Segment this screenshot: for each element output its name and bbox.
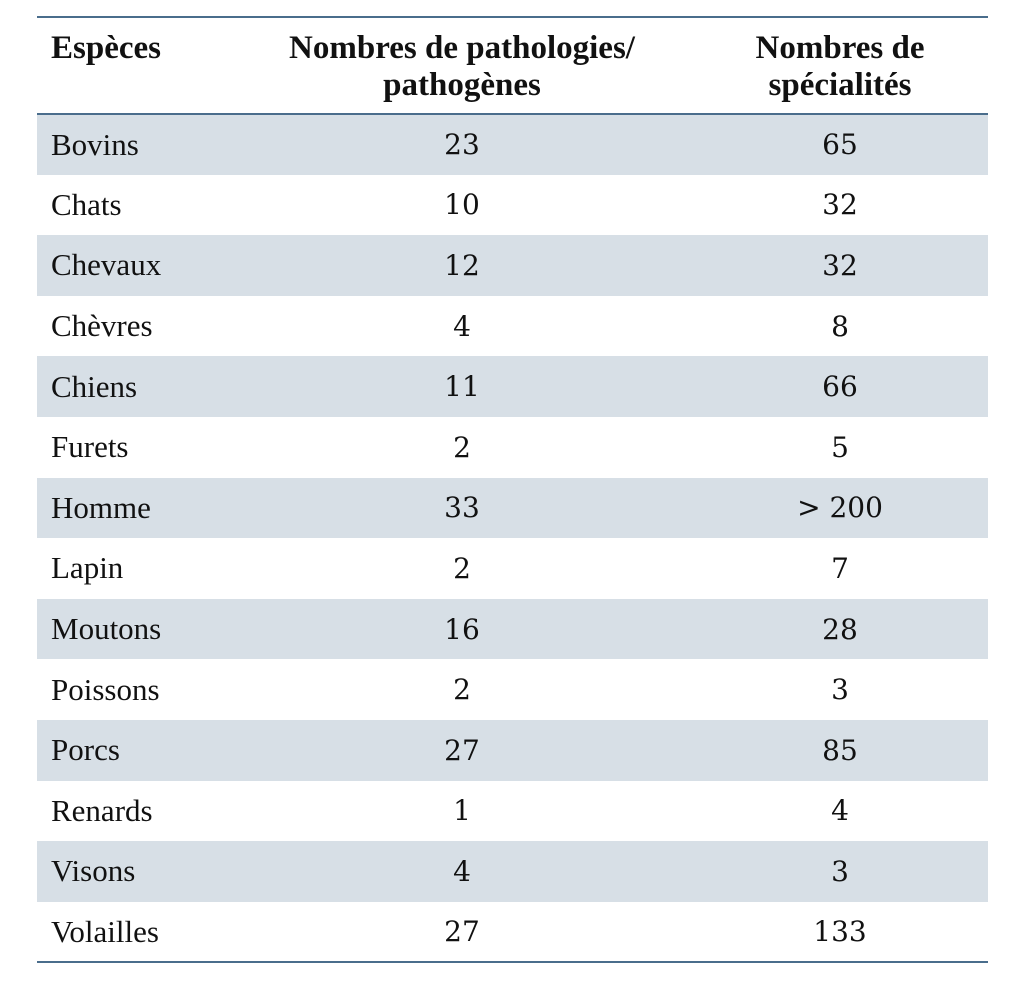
table-row (37, 599, 988, 660)
species-cell: Poissons (51, 671, 160, 707)
table-body (37, 114, 988, 962)
header-row (37, 17, 988, 114)
species-cell: Porcs (51, 732, 120, 768)
pathologies-cell: 4 (453, 309, 471, 343)
table-row (37, 235, 988, 296)
species-cell: Moutons (51, 611, 162, 647)
pathologies-cell: 33 (444, 491, 480, 525)
specialites-cell: 32 (822, 188, 858, 222)
header-species (37, 17, 232, 114)
specialites-cell: 3 (831, 854, 849, 888)
species-table-container (37, 16, 988, 963)
header-species-label: Espèces (51, 30, 161, 66)
specialites-cell: 85 (822, 733, 858, 767)
table-row (37, 175, 988, 236)
specialites-cell: 66 (822, 370, 858, 404)
specialites-cell: 65 (822, 128, 858, 162)
pathologies-cell: 1 (453, 794, 471, 828)
species-cell: Renards (51, 792, 153, 828)
specialites-cell: 28 (822, 612, 858, 646)
pathologies-cell: 16 (444, 612, 480, 646)
pathologies-cell: 10 (444, 188, 480, 222)
pathologies-cell: 11 (444, 370, 480, 404)
specialites-cell: 5 (831, 430, 849, 464)
pathologies-cell: 27 (444, 733, 480, 767)
species-cell: Visons (51, 853, 136, 889)
specialites-cell: 4 (831, 794, 849, 828)
specialites-cell: 7 (831, 551, 849, 585)
species-cell: Chats (51, 186, 122, 222)
table-row (37, 659, 988, 720)
header-pathologies-line2: pathogènes (383, 67, 541, 103)
table-row (37, 356, 988, 417)
specialites-cell: 3 (831, 673, 849, 707)
pathologies-cell: 4 (453, 854, 471, 888)
header-pathologies-line1: Nombres de pathologies/ (289, 30, 635, 66)
pathologies-cell: 23 (444, 128, 480, 162)
species-cell: Volailles (51, 913, 159, 949)
table-row (37, 781, 988, 842)
species-cell: Lapin (51, 550, 124, 586)
specialites-cell: 32 (822, 248, 858, 282)
table-row (37, 720, 988, 781)
species-cell: Furets (51, 429, 129, 465)
pathologies-cell: 2 (453, 430, 471, 464)
species-cell: Chevaux (51, 247, 162, 283)
species-cell: Chiens (51, 368, 138, 404)
table-row (37, 841, 988, 902)
specialites-cell: 8 (831, 309, 849, 343)
species-cell: Chèvres (51, 308, 153, 344)
specialites-cell: 133 (813, 915, 867, 949)
header-pathologies (232, 17, 692, 114)
table-row (37, 538, 988, 599)
pathologies-cell: 2 (453, 673, 471, 707)
pathologies-cell: 12 (444, 248, 480, 282)
table-row (37, 417, 988, 478)
table-row (37, 114, 988, 175)
table-header (37, 17, 988, 114)
species-cell: Homme (51, 489, 151, 525)
table-row (37, 296, 988, 357)
header-specialites-line2: spécialités (768, 67, 912, 103)
pathologies-cell: 27 (444, 915, 480, 949)
specialites-cell: > 200 (797, 491, 883, 525)
header-specialites-line1: Nombres de (755, 30, 925, 66)
table-row (37, 478, 988, 539)
table-row (37, 902, 988, 963)
species-cell: Bovins (51, 126, 139, 162)
species-table (37, 16, 988, 963)
pathologies-cell: 2 (453, 551, 471, 585)
header-specialites (692, 17, 988, 114)
